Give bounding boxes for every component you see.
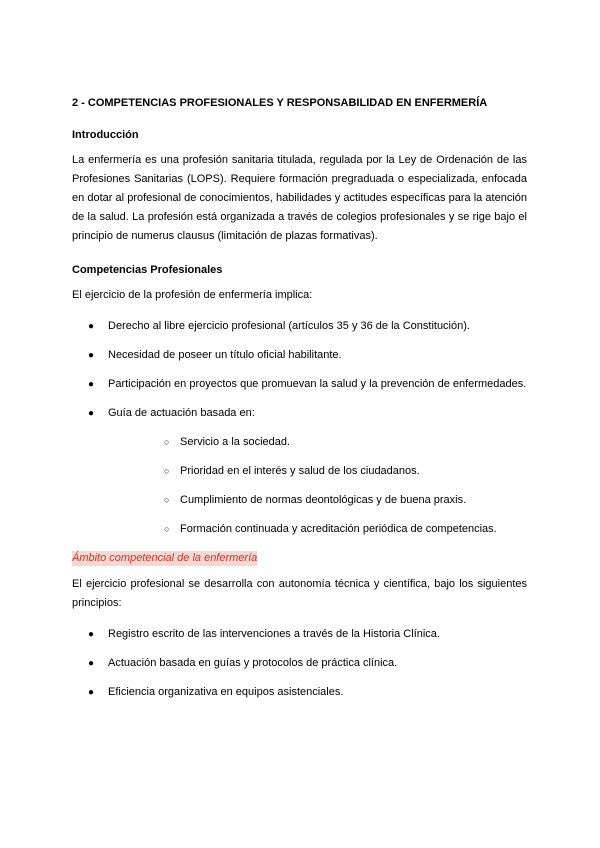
competencias-heading: Competencias Profesionales — [72, 264, 223, 276]
list-item-text: Registro escrito de las intervenciones a través de la Historia Clínica. — [108, 628, 440, 640]
list-item — [72, 375, 527, 394]
bullet-icon: ● — [88, 629, 95, 640]
ambito-lead: El ejercicio profesional se desarrolla con autonomía técnica y científica, bajo los siguientes principios: — [72, 578, 527, 609]
sublist-item — [108, 462, 527, 481]
circle-bullet-icon: ○ — [164, 524, 170, 534]
ambito-heading: Ámbito competencial de la enfermería — [72, 552, 258, 564]
bullet-icon: ● — [88, 321, 95, 332]
ambito-list — [72, 625, 527, 702]
list-item — [72, 346, 527, 365]
intro-paragraph: La enfermería es una profesión sanitaria titulada, regulada por la Ley de Ordenación de las Profesiones Sanitarias (LOPS). Requiere formación pregraduada o especializada, enfocada en dotar al profesional de conocimientos, habilidades y actitudes específicas para la atención de la salud. La profesión está organizada a través de colegios profesionales y se rige bajo el principio de numerus clausus (limitación de plazas formativas). — [72, 154, 527, 242]
document-page — [72, 96, 527, 712]
intro-heading: Introducción — [72, 129, 139, 141]
list-item-text: Participación en proyectos que promuevan la salud y la prevención de enfermedades. — [108, 378, 527, 390]
list-item — [72, 317, 527, 336]
bullet-icon: ● — [88, 350, 95, 361]
circle-bullet-icon: ○ — [164, 437, 170, 447]
competencias-section — [72, 263, 527, 539]
list-item — [72, 404, 527, 539]
sublist-item — [108, 520, 527, 539]
sublist-item-text: Prioridad en el interés y salud de los ciudadanos. — [180, 465, 420, 477]
bullet-icon: ● — [88, 408, 95, 419]
circle-bullet-icon: ○ — [164, 466, 170, 476]
sublist-item-text: Servicio a la sociedad. — [180, 436, 291, 448]
list-item — [72, 625, 527, 644]
list-item-text: Derecho al libre ejercicio profesional (artículos 35 y 36 de la Constitución). — [108, 320, 470, 332]
competencias-list — [72, 317, 527, 539]
guia-sublist — [108, 433, 527, 539]
list-item — [72, 654, 527, 673]
list-item — [72, 683, 527, 702]
sublist-item-text: Cumplimiento de normas deontológicas y de buena praxis. — [180, 494, 467, 506]
circle-bullet-icon: ○ — [164, 495, 170, 505]
sublist-item — [108, 491, 527, 510]
list-item-text: Actuación basada en guías y protocolos de práctica clínica. — [108, 657, 398, 669]
bullet-icon: ● — [88, 658, 95, 669]
bullet-icon: ● — [88, 379, 95, 390]
list-item-text: Guía de actuación basada en: — [108, 407, 255, 419]
sublist-item-text: Formación continuada y acreditación periódica de competencias. — [180, 523, 497, 535]
section-title: 2 - COMPETENCIAS PROFESIONALES Y RESPONSABILIDAD EN ENFERMERÍA — [72, 97, 488, 109]
bullet-icon: ● — [88, 687, 95, 698]
ambito-section — [72, 549, 527, 702]
competencias-lead: El ejercicio de la profesión de enfermería implica: — [72, 289, 313, 301]
list-item-text: Eficiencia organizativa en equipos asistenciales. — [108, 686, 344, 698]
list-item-text: Necesidad de poseer un título oficial habilitante. — [108, 349, 342, 361]
sublist-item — [108, 433, 527, 452]
